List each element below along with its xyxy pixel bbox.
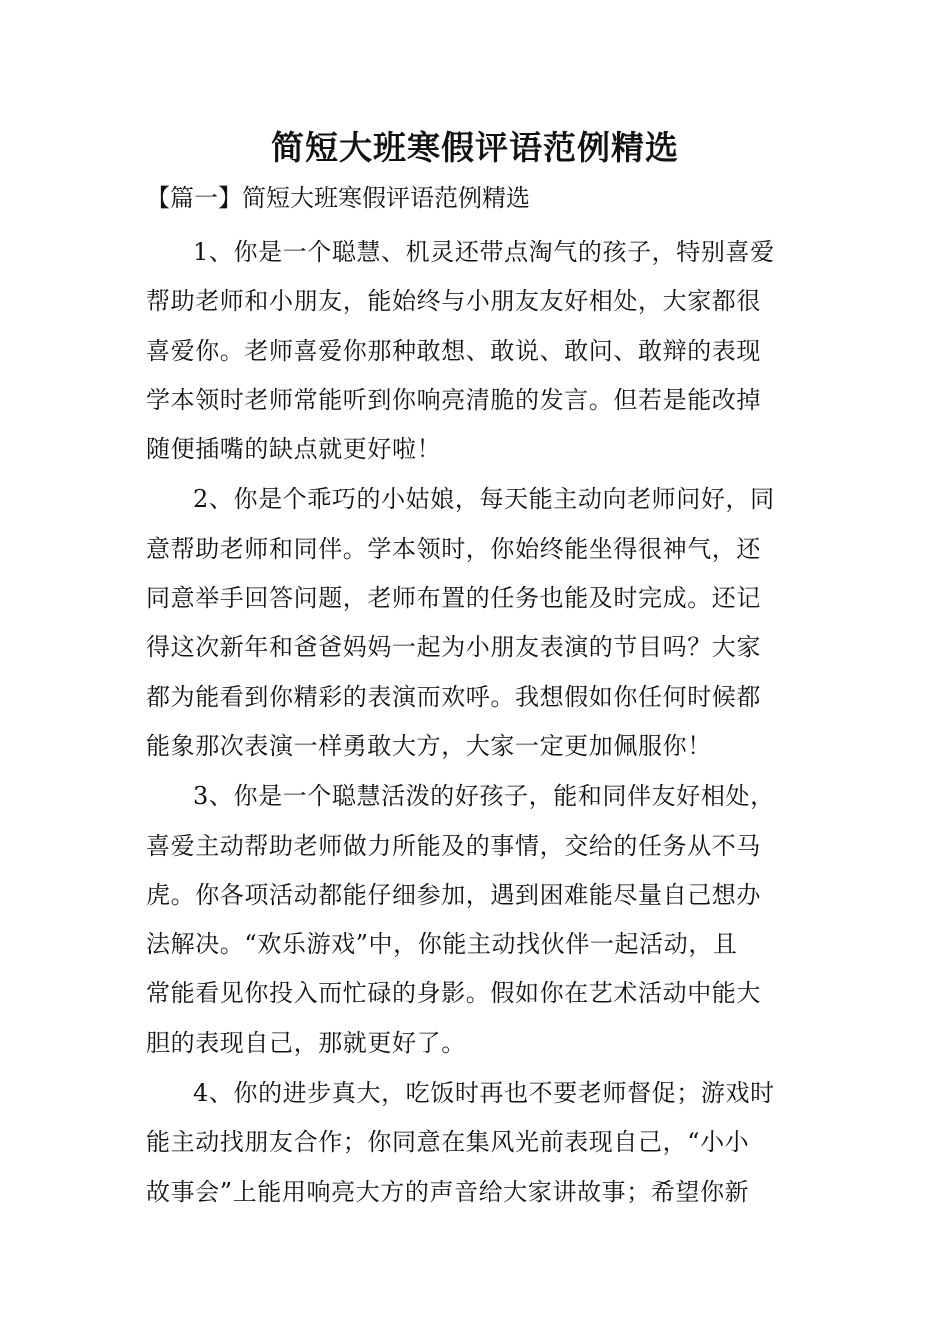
paragraph-4	[146, 1069, 806, 1217]
paragraph-line: 随便插嘴的缺点就更好啦！	[146, 435, 442, 464]
paragraph-line: 1、你是一个聪慧、机灵还带点淘气的孩子，特别喜爱	[193, 238, 775, 266]
paragraph-line: 帮助老师和小朋友，能始终与小朋友友好相处，大家都很	[146, 287, 761, 316]
paragraph-line: 故事会”上能用响亮大方的声音给大家讲故事；希望你新	[146, 1177, 750, 1206]
page-title: 简短大班寒假评语范例精选	[271, 128, 679, 167]
paragraph-line: 得这次新年和爸爸妈妈一起为小朋友表演的节目吗？大家	[146, 633, 761, 662]
paragraph-line: 2、你是个乖巧的小姑娘，每天能主动向老师问好，同	[193, 485, 775, 514]
paragraph-line: 胆的表现自己，那就更好了。	[146, 1028, 466, 1057]
paragraph-line: 喜爱主动帮助老师做力所能及的事情，交给的任务从不马	[146, 831, 761, 860]
paragraph-line: 3、你是一个聪慧活泼的好孩子，能和同伴友好相处，	[193, 782, 775, 811]
paragraph-line: 常能看见你投入而忙碌的身影。假如你在艺术活动中能大	[146, 979, 761, 1008]
paragraph-3	[146, 772, 806, 1068]
paragraph-line: 意帮助老师和同伴。学本领时，你始终能坐得很神气，还	[146, 534, 761, 563]
paragraph-line: 学本领时老师常能听到你响亮清脆的发言。但若是能改掉	[146, 385, 761, 414]
paragraph-line: 虎。你各项活动都能仔细参加，遇到困难能尽量自己想办	[146, 880, 761, 909]
document-body	[146, 228, 806, 1218]
paragraph-1	[146, 228, 806, 474]
paragraph-line: 4、你的进步真大，吃饭时再也不要老师督促；游戏时	[193, 1079, 775, 1108]
paragraph-line: 法解决。“欢乐游戏”中，你能主动找伙伴一起活动，且	[146, 930, 738, 959]
paragraph-line: 能象那次表演一样勇敢大方，大家一定更加佩服你！	[146, 731, 712, 760]
paragraph-2	[146, 475, 806, 771]
paragraph-line: 都为能看到你精彩的表演而欢呼。我想假如你任何时候都	[146, 682, 761, 711]
paragraph-line: 喜爱你。老师喜爱你那种敢想、敢说、敢问、敢辩的表现	[146, 336, 761, 365]
paragraph-line: 能主动找朋友合作；你同意在集风光前表现自己，“小小	[146, 1128, 750, 1157]
section-heading: 【篇一】简短大班寒假评语范例精选	[146, 184, 530, 212]
paragraph-line: 同意举手回答问题，老师布置的任务也能及时完成。还记	[146, 584, 761, 613]
